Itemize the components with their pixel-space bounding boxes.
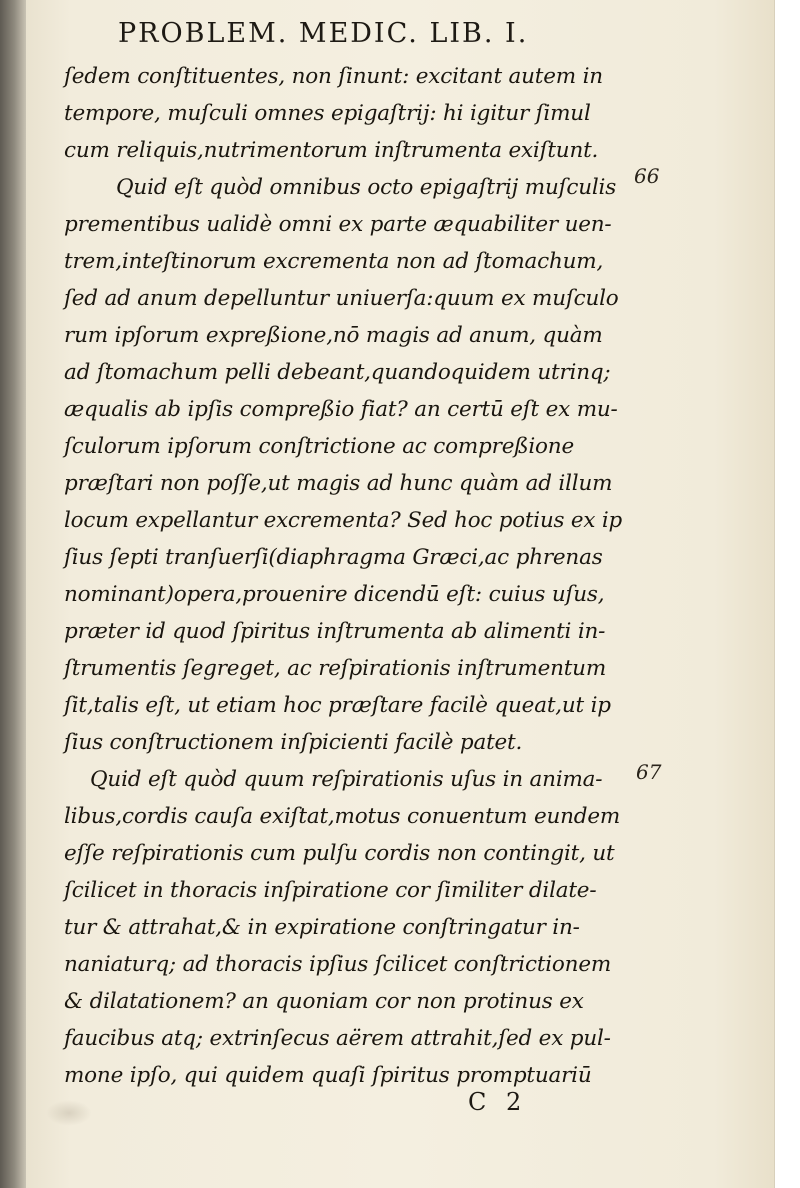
text-line: ſedem conſtituentes, non ſinunt: excitant autem in <box>64 64 603 89</box>
text-line: ſius ſepti tranſuerſi(diaphragma Græci,ac phrenas <box>64 545 603 570</box>
text-line: Quid eſt quòd omnibus octo epigaſtrij muſculis <box>116 175 617 200</box>
text-line: prementibus ualidè omni ex parte æquabiliter uen- <box>64 212 612 237</box>
text-line: nominant)opera,prouenire dicendū eſt: cuius uſus, <box>64 582 605 607</box>
marginal-number: 67 <box>636 760 662 784</box>
text-line: ſit,talis eſt, ut etiam hoc præſtare facilè queat,ut ip <box>64 693 611 718</box>
text-line: trem,inteſtinorum excrementa non ad ſtomachum, <box>64 249 604 274</box>
text-line: tempore, muſculi omnes epigaſtrij: hi igitur ſimul <box>64 101 591 126</box>
paper-stain <box>46 1100 92 1126</box>
text-line: ad ſtomachum pelli debeant,quandoquidem utrinq; <box>64 360 611 385</box>
text-line: rum ipſorum expreßione,nō magis ad anum, quàm <box>64 323 603 348</box>
text-line: & dilatationem? an quoniam cor non protinus ex <box>64 989 584 1014</box>
text-line: faucibus atq; extrinſecus aërem attrahit,ſed ex pul- <box>64 1026 611 1051</box>
running-title: PROBLEM. MEDIC. LIB. I. <box>118 18 529 49</box>
text-line: cum reliquis,nutrimentorum inſtrumenta exiſtunt. <box>64 138 599 163</box>
text-line: locum expellantur excrementa? Sed hoc potius ex ip <box>64 508 622 533</box>
text-line: naniaturq; ad thoracis ipſius ſcilicet conſtrictionem <box>64 952 612 977</box>
text-line: ſcilicet in thoracis inſpiratione cor ſimiliter dilate- <box>64 878 597 903</box>
text-line: ſius conſtructionem inſpicienti facilè patet. <box>64 730 523 755</box>
marginal-number: 66 <box>634 164 660 188</box>
text-line: libus,cordis cauſa exiſtat,motus conuentum eundem <box>64 804 621 829</box>
text-line: præſtari non poſſe,ut magis ad hunc quàm ad illum <box>64 471 613 496</box>
text-line: eſſe reſpirationis cum pulſu cordis non contingit, ut <box>64 841 615 866</box>
text-line: æqualis ab ipſis compreßio fiat? an certū eſt ex mu- <box>64 397 618 422</box>
text-line: mone ipſo, qui quidem quaſi ſpiritus promptuariū <box>64 1063 592 1088</box>
text-line: Quid eſt quòd quum reſpirationis uſus in anima- <box>90 767 603 792</box>
text-line: ſtrumentis ſegreget, ac reſpirationis inſtrumentum <box>64 656 607 681</box>
page-edge <box>774 0 800 1188</box>
text-line: ſed ad anum depelluntur uniuerſa:quum ex muſculo <box>64 286 619 311</box>
text-line: tur & attrahat,& in expiratione conſtringatur in- <box>64 915 580 940</box>
text-line: ſculorum ipſorum conſtrictione ac compreßione <box>64 434 574 459</box>
signature-mark: C 2 <box>468 1088 528 1116</box>
book-gutter <box>0 0 26 1188</box>
text-line: præter id quod ſpiritus inſtrumenta ab alimenti in- <box>64 619 606 644</box>
